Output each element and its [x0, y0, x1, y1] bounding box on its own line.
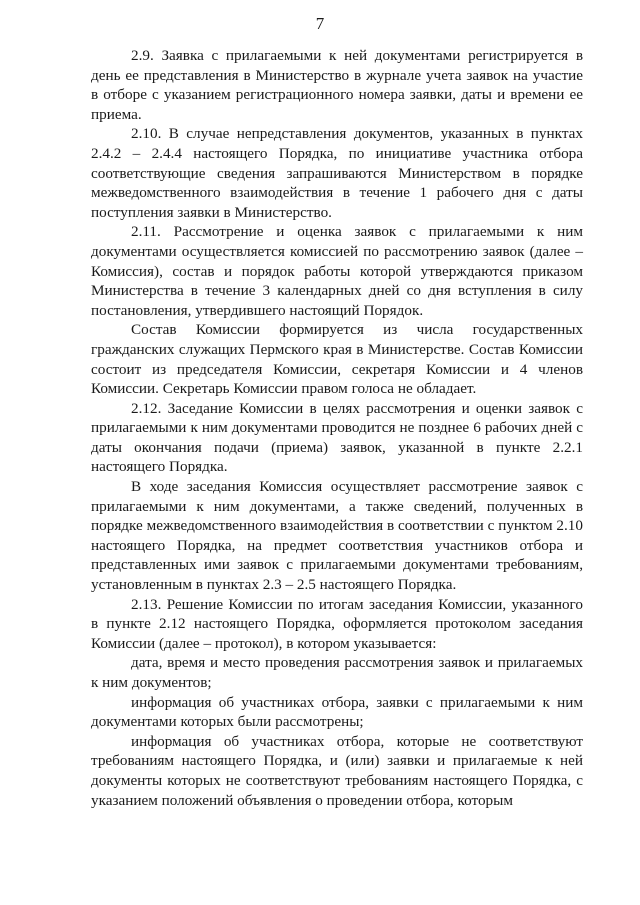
protocol-item-noncompliant-participants: информация об участниках отбора, которые не соответствуют требованиям настоящего Порядка, и (или) заявки и прилагаемые к ней документы которых не соответствуют требованиям настоящего Порядка, с указанием положений объявления о проведении отбора, которым	[91, 732, 583, 809]
protocol-item-date: дата, время и место проведения рассмотрения заявок и прилагаемых к ним документов;	[91, 654, 583, 691]
page-number: 7	[315, 14, 325, 33]
paragraph-2-11: 2.11. Рассмотрение и оценка заявок с прилагаемыми к ним документами осуществляется комиссией по рассмотрению заявок (далее – Комиссия), состав и порядок работы которой утверждаются приказом Министерства в течение 3 календарных дней со дня вступления в силу постановления, утвердившего настоящий Порядок.	[91, 223, 583, 319]
paragraph-2-10: 2.10. В случае непредставления документов, указанных в пунктах 2.4.2 – 2.4.4 настоящего Порядка, по инициативе участника отбора соответствующие сведения запрашиваются Министерством в порядке межведомственного взаимодействия в течение 1 рабочего дня с даты поступления заявки в Министерство.	[91, 125, 583, 221]
paragraph-2-9: 2.9. Заявка с прилагаемыми к ней документами регистрируется в день ее представления в Министерство в журнале учета заявок на участие в отборе с указанием регистрационного номера заявки, даты и времени ее приема.	[91, 47, 583, 123]
paragraph-meeting-review: В ходе заседания Комиссия осуществляет рассмотрение заявок с прилагаемыми к ним документами, а также сведений, полученных в порядке межведомственного взаимодействия в соответствии с пунктом 2.10 настоящего Порядка, на предмет соответствия участников отбора и представленных ими заявок с прилагаемыми документами требованиям, установленным в пунктах 2.3 – 2.5 настоящего Порядка.	[91, 478, 583, 594]
paragraph-commission-composition: Состав Комиссии формируется из числа государственных гражданских служащих Пермского края в Министерстве. Состав Комиссии состоит из председателя Комиссии, секретаря Комиссии и 4 членов Комиссии. Секретарь Комиссии правом голоса не обладает.	[91, 321, 583, 398]
protocol-item-reviewed-participants: информация об участниках отбора, заявки с прилагаемыми к ним документами которых были рассмотрены;	[91, 693, 583, 731]
paragraph-2-12: 2.12. Заседание Комиссии в целях рассмотрения и оценки заявок с прилагаемыми к ним документами проводится не позднее 6 рабочих дней с даты окончания подачи (приема) заявок, указанной в пункте 2.2.1 настоящего Порядка.	[91, 399, 583, 476]
document-body	[91, 46, 583, 810]
paragraph-2-13: 2.13. Решение Комиссии по итогам заседания Комиссии, указанного в пункте 2.12 настоящего Порядка, оформляется протоколом заседания Комиссии (далее – протокол), в котором указывается:	[91, 595, 583, 652]
